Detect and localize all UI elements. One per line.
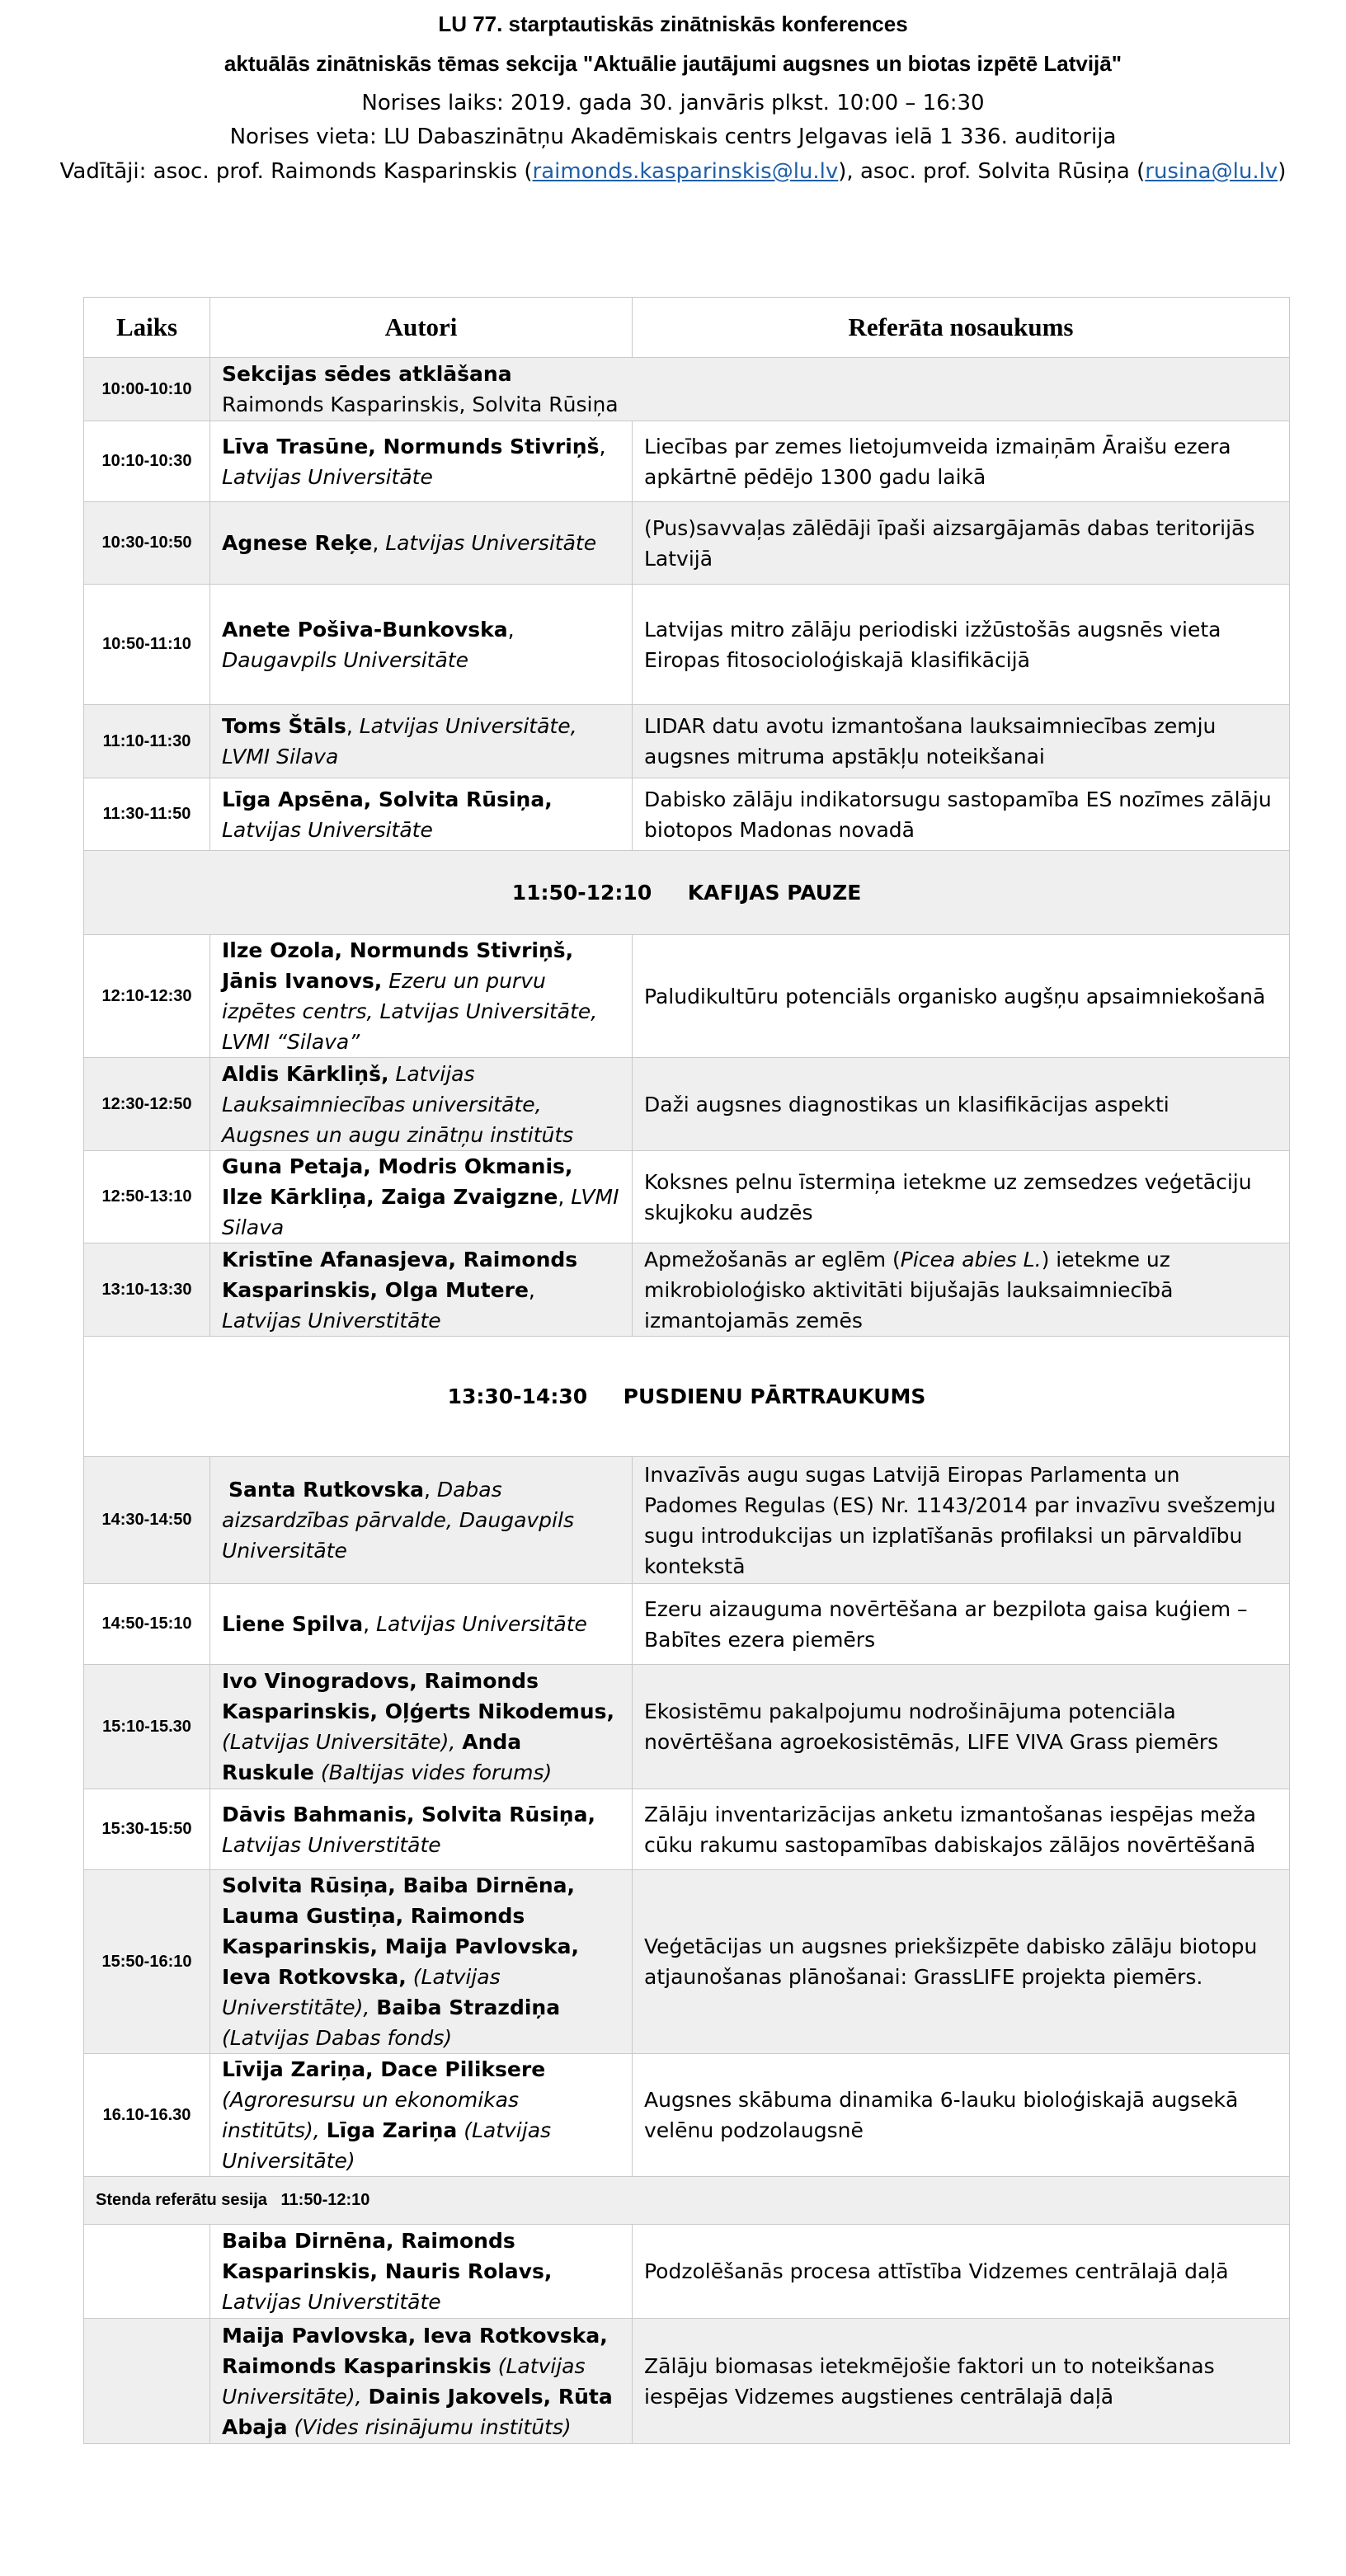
email-link-kasparinskis[interactable]: raimonds.kasparinskis@lu.lv <box>532 159 839 184</box>
header-time: Norises laiks: 2019. gada 30. janvāris plkst. 10:00 – 16:30 <box>361 91 985 115</box>
table-row <box>84 502 1290 585</box>
row-authors: Ivo Vinogradovs, Raimonds Kasparinskis, Oļģerts Nikodemus, (Latvijas Universitāte), Anda Ruskule (Baltijas vides forums) <box>210 1665 633 1789</box>
row-time: 15:30-15:50 <box>84 1789 210 1870</box>
row-title: Koksnes pelnu īstermiņa ietekme uz zemsedzes veģetāciju skujkoku audzēs <box>633 1151 1290 1243</box>
table-row <box>84 1058 1290 1151</box>
row-time: 13:10-13:30 <box>84 1243 210 1337</box>
row-title: Augsnes skābuma dinamika 6-lauku bioloģiskajā augsekā velēnu podzolaugsnē <box>633 2054 1290 2177</box>
table-row <box>84 421 1290 502</box>
table-row <box>84 2054 1290 2177</box>
row-title: Veģetācijas un augsnes priekšizpēte dabisko zālāju biotopu atjaunošanas plānošanai: GrassLIFE projekta piemērs. <box>633 1870 1290 2054</box>
row-title: Zālāju inventarizācijas anketu izmantošanas iespējas meža cūku rakumu sastopamības dabiskajos zālājos novērtēšanā <box>633 1789 1290 1870</box>
poster-session-row <box>84 2177 1290 2225</box>
row-authors: Līvija Zariņa, Dace Piliksere (Agroresursu un ekonomikas institūts), Līga Zariņa (Latvijas Universitāte) <box>210 2054 633 2177</box>
chairs-prefix: Vadītāji: asoc. prof. Raimonds Kasparinskis ( <box>59 159 533 184</box>
coffee-break-label: 11:50-12:10 KAFIJAS PAUZE <box>84 851 1290 935</box>
row-time: 12:30-12:50 <box>84 1058 210 1151</box>
table-row <box>84 1665 1290 1789</box>
row-title: Paludikultūru potenciāls organisko augšņu apsaimniekošanā <box>633 935 1290 1058</box>
row-title: Daži augsnes diagnostikas un klasifikācijas aspekti <box>633 1058 1290 1151</box>
header-chairs <box>0 159 1346 184</box>
column-header-authors: Autori <box>210 298 633 358</box>
header-venue: Norises vieta: LU Dabaszinātņu Akadēmiskais centrs Jelgavas ielā 1 336. auditorija <box>229 125 1117 149</box>
table-row <box>84 2319 1290 2444</box>
row-time: 10:50-11:10 <box>84 585 210 705</box>
table-row <box>84 778 1290 851</box>
row-time <box>84 2225 210 2319</box>
column-header-time: Laiks <box>84 298 210 358</box>
row-authors: Aldis Kārkliņš, Latvijas Lauksaimniecības universitāte, Augsnes un augu zinātņu institūts <box>210 1058 633 1151</box>
row-time: 11:30-11:50 <box>84 778 210 851</box>
row-authors: Līga Apsēna, Solvita Rūsiņa, Latvijas Universitāte <box>210 778 633 851</box>
row-title: (Pus)savvaļas zālēdāji īpaši aizsargājamās dabas teritorijās Latvijā <box>633 502 1290 585</box>
row-title: LIDAR datu avotu izmantošana lauksaimniecības zemju augsnes mitruma apstākļu noteikšanai <box>633 705 1290 778</box>
poster-session-label: Stenda referātu sesija 11:50-12:10 <box>84 2177 1290 2225</box>
row-authors: Maija Pavlovska, Ieva Rotkovska, Raimonds Kasparinskis (Latvijas Universitāte), Dainis Jakovels, Rūta Abaja (Vides risinājumu institūts) <box>210 2319 633 2444</box>
row-time: 10:10-10:30 <box>84 421 210 502</box>
table-row <box>84 2225 1290 2319</box>
column-header-title: Referāta nosaukums <box>633 298 1290 358</box>
row-title: Latvijas mitro zālāju periodiski izžūstošās augsnēs vieta Eiropas fitosocioloģiskajā klasifikācijā <box>633 585 1290 705</box>
header-conference-title: LU 77. starptautiskās zinātniskās konferences <box>438 12 908 36</box>
row-title: Podzolēšanās procesa attīstība Vidzemes centrālajā daļā <box>633 2225 1290 2319</box>
row-authors: Toms Štāls, Latvijas Universitāte, LVMI Silava <box>210 705 633 778</box>
row-authors: Solvita Rūsiņa, Baiba Dirnēna, Lauma Gustiņa, Raimonds Kasparinskis, Maija Pavlovska, Ieva Rotkovska, (Latvijas Universtitāte), Baiba Strazdiņa (Latvijas Dabas fonds) <box>210 1870 633 2054</box>
row-time: 14:50-15:10 <box>84 1584 210 1665</box>
row-authors: Agnese Reķe, Latvijas Universitāte <box>210 502 633 585</box>
header-section-title: aktuālās zinātniskās tēmas sekcija "Aktuālie jautājumi augsnes un biotas izpētē Latvijā" <box>224 51 1122 76</box>
table-row <box>84 705 1290 778</box>
row-time: 12:10-12:30 <box>84 935 210 1058</box>
row-title: Ekosistēmu pakalpojumu nodrošinājuma potenciāla novērtēšana agroekosistēmās, LIFE VIVA Grass piemērs <box>633 1665 1290 1789</box>
table-header-row <box>84 298 1290 358</box>
chairs-mid: ), asoc. prof. Solvita Rūsiņa ( <box>838 159 1146 184</box>
row-time <box>84 2319 210 2444</box>
table-row <box>84 358 1290 421</box>
row-authors: Liene Spilva, Latvijas Universitāte <box>210 1584 633 1665</box>
row-time: 11:10-11:30 <box>84 705 210 778</box>
row-authors: Santa Rutkovska, Dabas aizsardzības pārvalde, Daugavpils Universitāte <box>210 1457 633 1584</box>
row-time: 15:10-15.30 <box>84 1665 210 1789</box>
opening-cell <box>210 358 1290 421</box>
table-row <box>84 585 1290 705</box>
row-title: Dabisko zālāju indikatorsugu sastopamība ES nozīmes zālāju biotopos Madonas novadā <box>633 778 1290 851</box>
row-authors: Guna Petaja, Modris Okmanis, Ilze Kārkliņa, Zaiga Zvaigzne, LVMI Silava <box>210 1151 633 1243</box>
opening-title: Sekcijas sēdes atklāšana <box>222 362 512 386</box>
table-row <box>84 1457 1290 1584</box>
row-authors: Kristīne Afanasjeva, Raimonds Kasparinskis, Olga Mutere, Latvijas Universtitāte <box>210 1243 633 1337</box>
opening-names: Raimonds Kasparinskis, Solvita Rūsiņa <box>222 393 619 416</box>
row-time: 10:30-10:50 <box>84 502 210 585</box>
row-title: Apmežošanās ar eglēm (Picea abies L.) ietekme uz mikrobioloģisko aktivitāti bijušajās lauksaimniecībā izmantojamās zemēs <box>633 1243 1290 1337</box>
table-row <box>84 935 1290 1058</box>
row-title: Zālāju biomasas ietekmējošie faktori un to noteikšanas iespējas Vidzemes augstienes centrālajā daļā <box>633 2319 1290 2444</box>
row-time: 16.10-16.30 <box>84 2054 210 2177</box>
program-table <box>83 297 1290 2444</box>
coffee-break-row <box>84 851 1290 935</box>
row-time: 10:00-10:10 <box>84 358 210 421</box>
row-title: Liecības par zemes lietojumveida izmaiņām Āraišu ezera apkārtnē pēdējo 1300 gadu laikā <box>633 421 1290 502</box>
table-row <box>84 1870 1290 2054</box>
row-title: Invazīvās augu sugas Latvijā Eiropas Parlamenta un Padomes Regulas (ES) Nr. 1143/2014 par invazīvu svešzemju sugu introdukcijas un izplatīšanās profilaksi un pārvaldību kontekstā <box>633 1457 1290 1584</box>
table-row <box>84 1584 1290 1665</box>
chairs-suffix: ) <box>1278 159 1287 184</box>
lunch-break-label: 13:30-14:30 PUSDIENU PĀRTRAUKUMS <box>84 1337 1290 1457</box>
email-link-rusina[interactable]: rusina@lu.lv <box>1145 159 1278 184</box>
table-row <box>84 1243 1290 1337</box>
table-row <box>84 1789 1290 1870</box>
row-title: Ezeru aizauguma novērtēšana ar bezpilota gaisa kuģiem – Babītes ezera piemērs <box>633 1584 1290 1665</box>
lunch-break-row <box>84 1337 1290 1457</box>
row-authors: Līva Trasūne, Normunds Stivriņš, Latvijas Universitāte <box>210 421 633 502</box>
row-time: 15:50-16:10 <box>84 1870 210 2054</box>
row-authors: Baiba Dirnēna, Raimonds Kasparinskis, Nauris Rolavs, Latvijas Universtitāte <box>210 2225 633 2319</box>
row-authors: Ilze Ozola, Normunds Stivriņš, Jānis Ivanovs, Ezeru un purvu izpētes centrs, Latvijas Universitāte, LVMI “Silava” <box>210 935 633 1058</box>
row-authors: Dāvis Bahmanis, Solvita Rūsiņa, Latvijas Universtitāte <box>210 1789 633 1870</box>
row-authors: Anete Pošiva-Bunkovska, Daugavpils Universitāte <box>210 585 633 705</box>
table-row <box>84 1151 1290 1243</box>
row-time: 14:30-14:50 <box>84 1457 210 1584</box>
row-time: 12:50-13:10 <box>84 1151 210 1243</box>
